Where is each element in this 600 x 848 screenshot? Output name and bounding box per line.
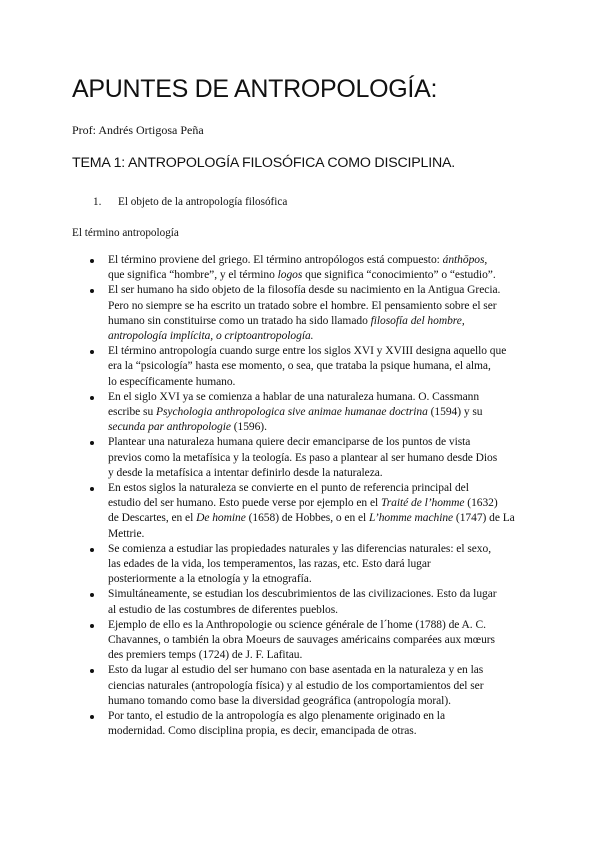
subheading: El término antropología	[72, 227, 179, 239]
bullet-line: posteriormente a la etnología y la etnografía.	[108, 573, 312, 586]
bullet-item	[108, 390, 540, 436]
bullet-line: des premiers temps (1724) de J. F. Lafitau.	[108, 649, 303, 662]
bullet-dot-icon	[90, 624, 94, 628]
italic-title: De homine	[196, 512, 246, 525]
bullet-line: Por tanto, el estudio de la antropología es algo plenamente originado en la	[108, 710, 446, 723]
bullet-line: previos como la metafísica y la teología. Es paso a plantear al ser humano desde Dios	[108, 451, 498, 464]
bullet-dot-icon	[90, 548, 94, 552]
bullet-dot-icon	[90, 715, 94, 719]
bullet-line: secunda par anthropologie (1596).	[108, 421, 267, 434]
bullet-line: Se comienza a estudiar las propiedades naturales y las diferencias naturales: el sexo,	[108, 542, 492, 555]
bullet-dot-icon	[90, 350, 94, 354]
bullet-line: humano tomando como base la diversidad geográfica (antropología moral).	[108, 694, 451, 707]
bullet-dot-icon	[90, 487, 94, 491]
bullet-line: modernidad. Como disciplina propia, es decir, emancipada de otras.	[108, 725, 417, 738]
bullet-line: lo específicamente humano.	[108, 375, 236, 388]
bullet-item	[108, 663, 540, 709]
bullet-line: que significa “hombre”, y el término logos que significa “conocimiento” o “estudio”.	[108, 269, 496, 282]
bullet-line: las edades de la vida, los temperamentos, las razas, etc. Esto dará lugar	[108, 558, 431, 571]
bullet-dot-icon	[90, 259, 94, 263]
bullet-item	[108, 618, 540, 664]
bullet-dot-icon	[90, 396, 94, 400]
italic-title: logos	[277, 269, 303, 282]
bullet-item	[108, 481, 540, 542]
italic-title: filosofía del hombre,	[370, 314, 465, 327]
bullet-line: El término proviene del griego. El término antropólogos está compuesto: ánthōpos,	[108, 254, 488, 266]
bullet-line: escribe su Psychologia anthropologica sive animae humanae doctrina (1594) y su	[108, 406, 483, 419]
italic-title: Psychologia anthropologica sive animae humanae doctrina	[156, 406, 428, 419]
bullet-line: Esto da lugar al estudio del ser humano con base asentada en la naturaleza y en las	[108, 664, 484, 677]
bullet-line: de Descartes, en el De homine (1658) de Hobbes, o en el L’homme machine (1747) de La	[108, 512, 515, 525]
italic-title: antropología implícita, o criptoantropología.	[108, 330, 314, 343]
bullet-line: humano sin constituirse como un tratado ha sido llamado filosofía del hombre,	[108, 314, 465, 327]
bullet-dot-icon	[90, 441, 94, 445]
italic-title: ánthōpos	[442, 254, 485, 266]
italic-title: Traité de l’homme	[380, 497, 465, 510]
bullet-line: Ejemplo de ello es la Anthropologie ou science générale de l´home (1788) de A. C.	[108, 618, 486, 631]
section-number: 1.	[93, 196, 102, 208]
bullet-dot-icon	[90, 669, 94, 673]
bullet-line: y desde la metafísica a intentar definirlo desde la naturaleza.	[108, 466, 383, 479]
bullet-item	[108, 587, 540, 617]
bullet-dot-icon	[90, 593, 94, 597]
bullet-item	[108, 253, 540, 283]
bullet-item	[108, 542, 540, 588]
bullet-line: Plantear una naturaleza humana quiere decir emanciparse de los puntos de vista	[108, 436, 471, 449]
italic-title: secunda par anthropologie	[108, 421, 231, 434]
professor-line: Prof: Andrés Ortigosa Peña	[72, 123, 204, 137]
bullet-item	[108, 709, 540, 739]
bullet-line: Simultáneamente, se estudian los descubrimientos de las civilizaciones. Esto da lugar	[108, 588, 497, 601]
document-title: APUNTES DE ANTROPOLOGÍA:	[72, 75, 438, 103]
bullet-dot-icon	[90, 289, 94, 293]
bullet-line: Mettrie.	[108, 527, 145, 540]
bullet-line: estudio del ser humano. Esto puede verse por ejemplo en el Traité de l’homme (1632)	[108, 497, 498, 510]
bullet-line: En el siglo XVI ya se comienza a hablar de una naturaleza humana. O. Cassmann	[108, 390, 480, 403]
bullet-item	[108, 283, 540, 344]
bullet-list	[108, 253, 540, 740]
bullet-line: al estudio de las costumbres de diferentes pueblos.	[108, 603, 338, 616]
section-heading	[93, 195, 288, 209]
bullet-item	[108, 435, 540, 481]
bullet-item	[108, 344, 540, 390]
bullet-line: El término antropología cuando surge entre los siglos XVI y XVIII designa aquello que	[108, 345, 507, 358]
bullet-line: El ser humano ha sido objeto de la filosofía desde su nacimiento en la Antigua Grecia.	[108, 284, 501, 297]
bullet-line: En estos siglos la naturaleza se convierte en el punto de referencia principal del	[108, 482, 469, 495]
tema-heading: TEMA 1: ANTROPOLOGÍA FILOSÓFICA COMO DISCIPLINA.	[72, 155, 456, 171]
bullet-line: Chavannes, o también la obra Moeurs de sauvages américains comparées aux mœurs	[108, 634, 495, 647]
bullet-line: Pero no siempre se ha escrito un tratado sobre el hombre. El pensamiento sobre el ser	[108, 299, 497, 312]
bullet-line: ciencias naturales (antropología física) y al estudio de los comportamientos del ser	[108, 679, 484, 692]
section-label: El objeto de la antropología filosófica	[118, 196, 288, 208]
italic-title: L’homme machine	[369, 512, 454, 525]
bullet-line	[108, 329, 540, 344]
bullet-line: era la “psicología” hasta ese momento, o sea, que trataba la psique humana, el alma,	[108, 360, 491, 373]
